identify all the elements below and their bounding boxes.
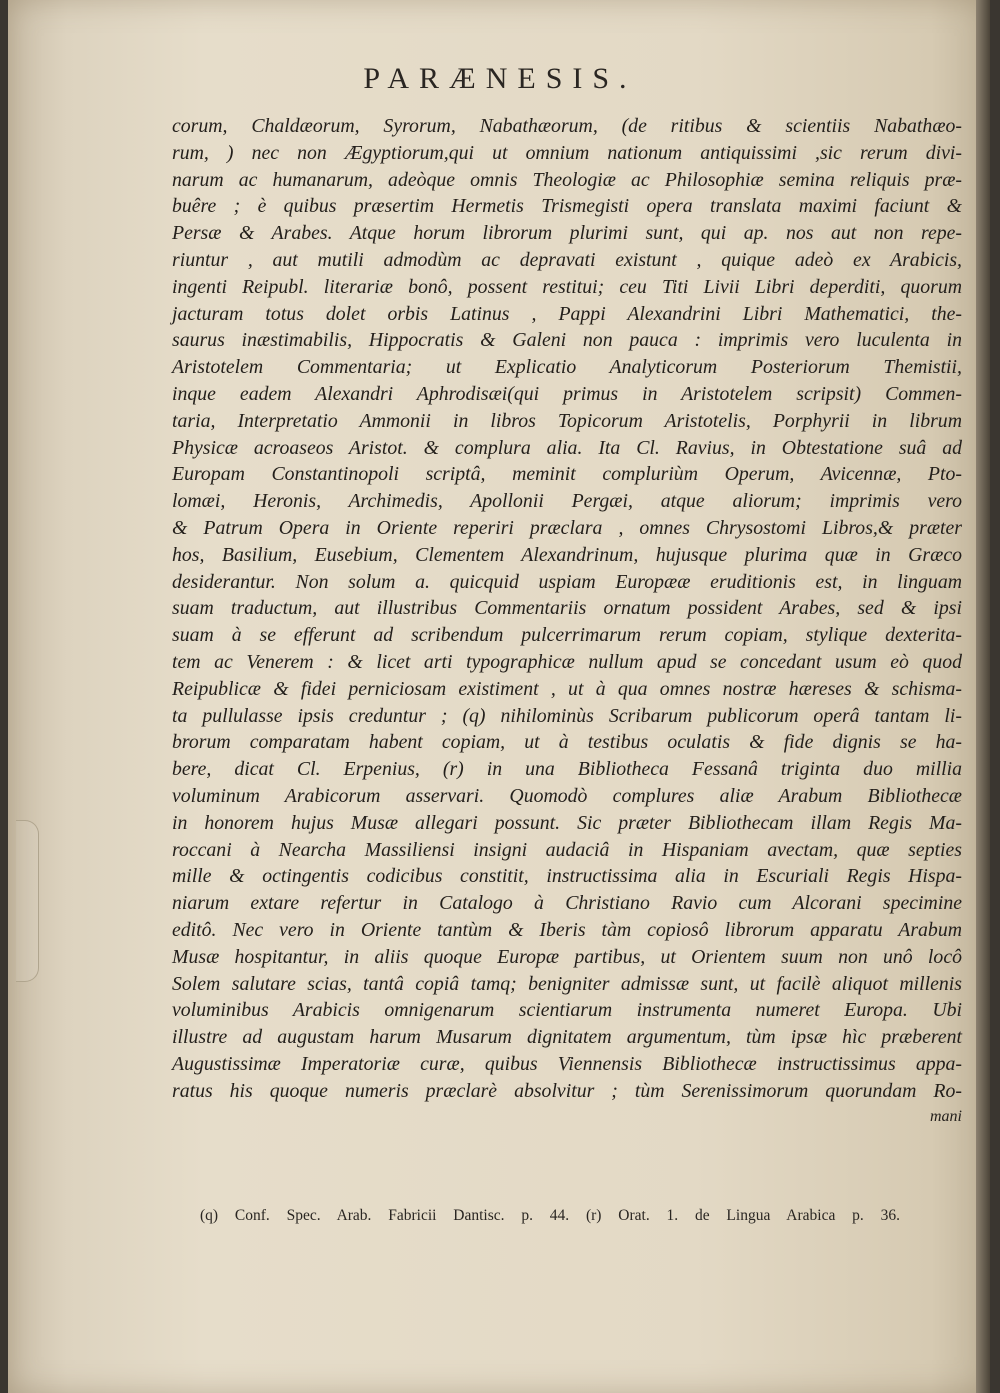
- body-text: [172, 113, 962, 1131]
- text-line: desiderantur. Non solum a. quicquid uspiam Europææ eruditionis est, in linguam: [172, 570, 962, 593]
- footnote: (q) Conf. Spec. Arab. Fabricii Dantisc. p. 44. (r) Orat. 1. de Lingua Arabica p. 36.: [200, 1207, 900, 1224]
- text-line: corum, Chaldæorum, Syrorum, Nabathæorum, (de ritibus & scientiis Nabathæo-: [172, 115, 962, 137]
- text-line: editô. Nec vero in Oriente tantùm & Iberis tàm copiosô librorum apparatu Arabum: [172, 918, 962, 941]
- text-line: tem ac Venerem : & licet arti typographicæ nullum apud se concedant usum eò quod: [172, 650, 962, 673]
- text-line: suam traductum, aut illustribus Commentariis ornatum possident Arabes, sed & ipsi: [172, 597, 962, 620]
- text-line: narum ac humanarum, adeòque omnis Theologiæ ac Philosophiæ semina reliquis præ-: [172, 168, 962, 191]
- page-edge: [976, 0, 990, 1393]
- text-line: Persæ & Arabes. Atque horum librorum plurimi sunt, qui ap. nos aut non repe-: [172, 222, 962, 245]
- text-line: in honorem hujus Musæ allegari possunt. Sic præter Bibliothecam illam Regis Ma-: [172, 811, 962, 834]
- text-line: taria, Interpretatio Ammonii in libros Topicorum Aristotelis, Porphyrii in librum: [172, 409, 962, 432]
- text-line: jacturam totus dolet orbis Latinus , Pappi Alexandrini Libri Mathematici, the-: [172, 302, 962, 325]
- text-line: Reipublicæ & fidei perniciosam existiment , ut à qua omnes nostræ hæreses & schisma-: [172, 677, 962, 700]
- text-line: brorum comparatam habent copiam, ut à testibus oculatis & fide dignis se ha-: [172, 731, 962, 754]
- text-line: Musæ hospitantur, in aliis quoque Europæ partibus, ut Orientem suum non unô locô: [172, 945, 962, 968]
- text-line: ratus his quoque numeris præclarè absolvitur ; tùm Serenissimorum quorundam Ro-: [172, 1079, 962, 1102]
- text-line: voluminum Arabicorum asservari. Quomodò complures aliæ Arabum Bibliothecæ: [172, 784, 962, 807]
- text-line: lomæi, Heronis, Archimedis, Apollonii Pergæi, atque aliorum; imprimis vero: [172, 490, 962, 513]
- text-line: & Patrum Opera in Oriente reperiri præclara , omnes Chrysostomi Libros,& præter: [172, 516, 962, 539]
- text-line: Physicæ acroaseos Aristot. & complura alia. Ita Cl. Ravius, in Obtestatione suâ ad: [172, 436, 962, 459]
- text-line: hos, Basilium, Eusebium, Clementem Alexandrinum, hujusque plurima quæ in Græco: [172, 543, 962, 566]
- text-line: rum, ) nec non Ægyptiorum,qui ut omnium nationum antiquissimi ,sic rerum divi-: [172, 141, 962, 164]
- page-clip-mark: [16, 820, 39, 982]
- text-line: inque eadem Alexandri Aphrodisæi(qui primus in Aristotelem scripsit) Commen-: [172, 382, 962, 405]
- text-line: roccani à Nearcha Massiliensi insigni audaciâ in Hispaniam avectam, quæ septies: [172, 838, 962, 861]
- text-line: ta pullulasse ipsis creduntur ; (q) nihilominùs Scribarum publicorum operâ tantam li-: [172, 704, 962, 727]
- text-line: riuntur , aut mutili admodùm ac depravati existunt , quique adeò ex Arabicis,: [172, 248, 962, 271]
- text-line: niarum extare refertur in Catalogo à Christiano Ravio cum Alcorani specimine: [172, 892, 962, 915]
- text-line: voluminibus Arabicis omnigenarum scientiarum instrumenta numeret Europa. Ubi: [172, 999, 962, 1022]
- text-line: Europam Constantinopoli scriptâ, meminit compluriùm Operum, Avicennæ, Pto-: [172, 463, 962, 486]
- text-line: bere, dicat Cl. Erpenius, (r) in una Bibliotheca Fessanâ triginta duo millia: [172, 758, 962, 781]
- text-line: mani: [930, 1108, 962, 1126]
- text-line: Aristotelem Commentaria; ut Explicatio Analyticorum Posteriorum Themistii,: [172, 356, 962, 379]
- running-header: PARÆNESIS.: [363, 62, 637, 95]
- text-line: saurus inæstimabilis, Hippocratis & Galeni non pauca : imprimis vero luculenta in: [172, 329, 962, 352]
- text-line: Augustissimæ Imperatoriæ curæ, quibus Viennensis Bibliothecæ instructissimus appa-: [172, 1052, 962, 1075]
- text-line: mille & octingentis codicibus constitit, instructissima alia in Escuriali Regis Hispa-: [172, 865, 962, 888]
- text-line: suam à se efferunt ad scribendum pulcerrimarum rerum copiam, stylique dexterita-: [172, 624, 962, 647]
- text-line: illustre ad augustam harum Musarum dignitatem argumentum, tùm ipsæ hìc præberent: [172, 1026, 962, 1049]
- text-line: Solem salutare scias, tantâ copiâ tamq; benigniter admissæ sunt, ut facilè aliquot millenis: [172, 972, 962, 995]
- text-line: ingenti Reipubl. literariæ bonô, possent restitui; ceu Titi Livii Libri deperditi, quorum: [172, 275, 962, 298]
- text-line: buêre ; è quibus præsertim Hermetis Trismegisti opera translata maximi faciunt &: [172, 195, 962, 218]
